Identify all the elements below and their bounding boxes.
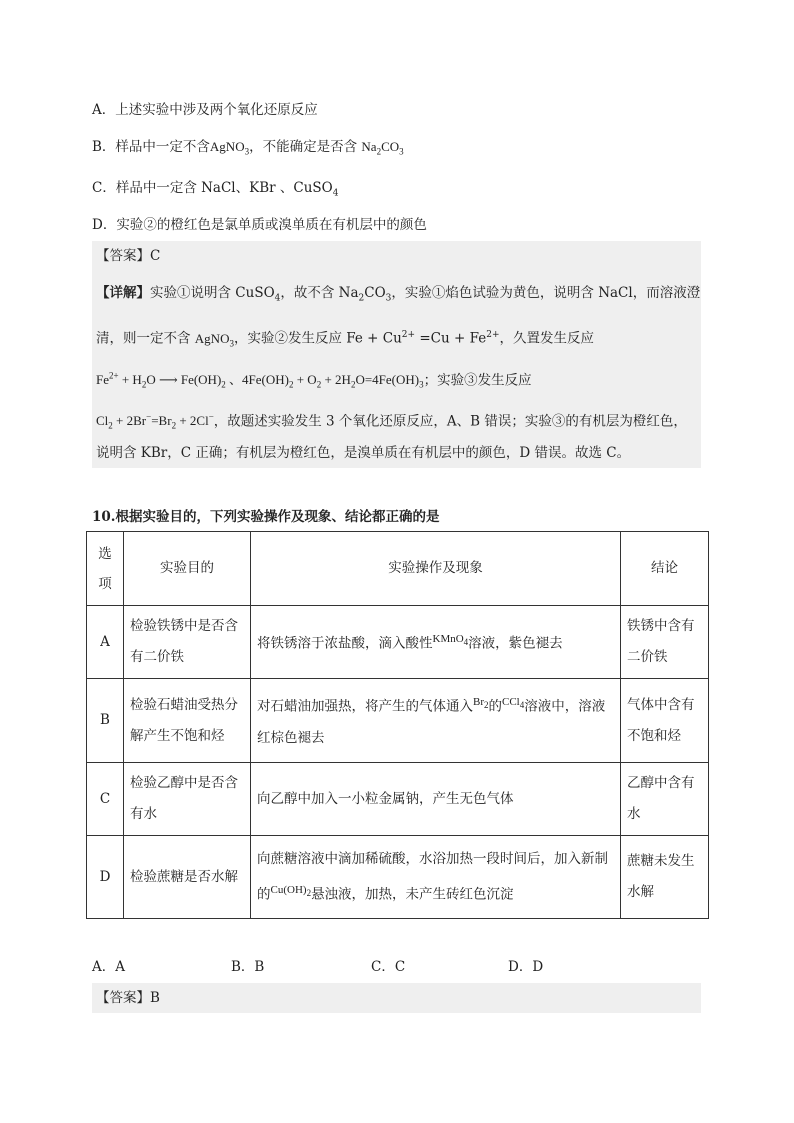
equation-line: $Cl_2 + 2Br^-=Br_2 + 2Cl^-$，故题述实验发生 3 个氧化还原反应，A、B 错误；实验③的有机层为橙红色， — [96, 412, 687, 431]
choice-a: A．A — [92, 959, 125, 975]
purpose-cell: 检验铁锈中是否含有二价铁 — [124, 606, 251, 679]
conclusion-cell: 乙醇中含有水 — [621, 763, 709, 836]
conclusion-cell: 蔗糖未发生水解 — [621, 836, 709, 919]
operation-cell: 向乙醇中加入一小粒金属钠，产生无色气体 — [251, 763, 621, 836]
header-cell: 实验目的 — [124, 532, 251, 606]
table-row — [87, 606, 709, 679]
purpose-cell: 检验乙醇中是否含有水 — [124, 763, 251, 836]
option-cell: D — [87, 836, 124, 919]
answer-block — [92, 241, 701, 468]
table-row — [87, 679, 709, 763]
answer-label: 【答案】C — [96, 248, 161, 264]
choice-c: C．C — [371, 959, 406, 975]
explanation-line: 【详解】实验①说明含 CuSO$_4$，故不含 $Na_2CO_3$，实验①焰色试验为黄色，说明含 NaCl，而溶液澄 — [96, 285, 701, 304]
header-cell: 选项 — [87, 532, 124, 606]
table-header-row — [87, 532, 709, 606]
option-d: D．实验②的橙红色是氯单质或溴单质在有机层中的颜色 — [92, 217, 427, 233]
choice-b: B．B — [231, 959, 265, 975]
option-cell: C — [87, 763, 124, 836]
table-row — [87, 763, 709, 836]
equation-line: $Fe^{2+} + H_2O$ ⟶ $Fe(OH)_2$ 、$4Fe(OH)_2 + O_2 + 2H_2O=4Fe(OH)_3$；实验③发生反应 — [96, 371, 532, 390]
operation-cell: 对石蜡油加强热，将产生的气体通入$^{Br_2}$的$^{CCl_4}$溶液中，溶液红棕色褪去 — [251, 679, 621, 763]
experiment-table — [86, 531, 709, 919]
option-c: C．样品中一定含 NaCl、KBr 、CuSO$_4$ — [92, 180, 339, 199]
option-a: A．上述实验中涉及两个氧化还原反应 — [92, 102, 318, 118]
operation-cell: 将铁锈溶于浓盐酸，滴入酸性$^{KMnO_4}$溶液，紫色褪去 — [251, 606, 621, 679]
operation-cell: 向蔗糖溶液中滴加稀硫酸，水浴加热一段时间后，加入新制的$^{Cu(OH)_2}$悬浊液，加热，未产生砖红色沉淀 — [251, 836, 621, 919]
option-cell: B — [87, 679, 124, 763]
purpose-cell: 检验蔗糖是否水解 — [124, 836, 251, 919]
explanation-line: 说明含 KBr，C 正确；有机层为橙红色，是溴单质在有机层中的颜色，D 错误。故选 C。 — [96, 445, 631, 461]
table-row — [87, 836, 709, 919]
choice-d: D．D — [508, 959, 544, 975]
answer-label: 【答案】B — [96, 990, 160, 1006]
purpose-cell: 检验石蜡油受热分解产生不饱和烃 — [124, 679, 251, 763]
header-cell: 实验操作及现象 — [251, 532, 621, 606]
conclusion-cell: 气体中含有不饱和烃 — [621, 679, 709, 763]
question-title: 10.根据实验目的，下列实验操作及现象、结论都正确的是 — [92, 509, 440, 525]
header-cell: 结论 — [621, 532, 709, 606]
option-b: B．样品中一定不含AgNO$_3$，不能确定是否含 $Na_2CO_3$ — [92, 139, 404, 157]
conclusion-cell: 铁锈中含有二价铁 — [621, 606, 709, 679]
option-cell: A — [87, 606, 124, 679]
answer-block-10 — [92, 983, 701, 1013]
explanation-line: 清，则一定不含 AgNO$_3$，实验②发生反应 $Fe + Cu^{2+} =Cu + Fe^{2+}$，久置发生反应 — [96, 330, 594, 349]
